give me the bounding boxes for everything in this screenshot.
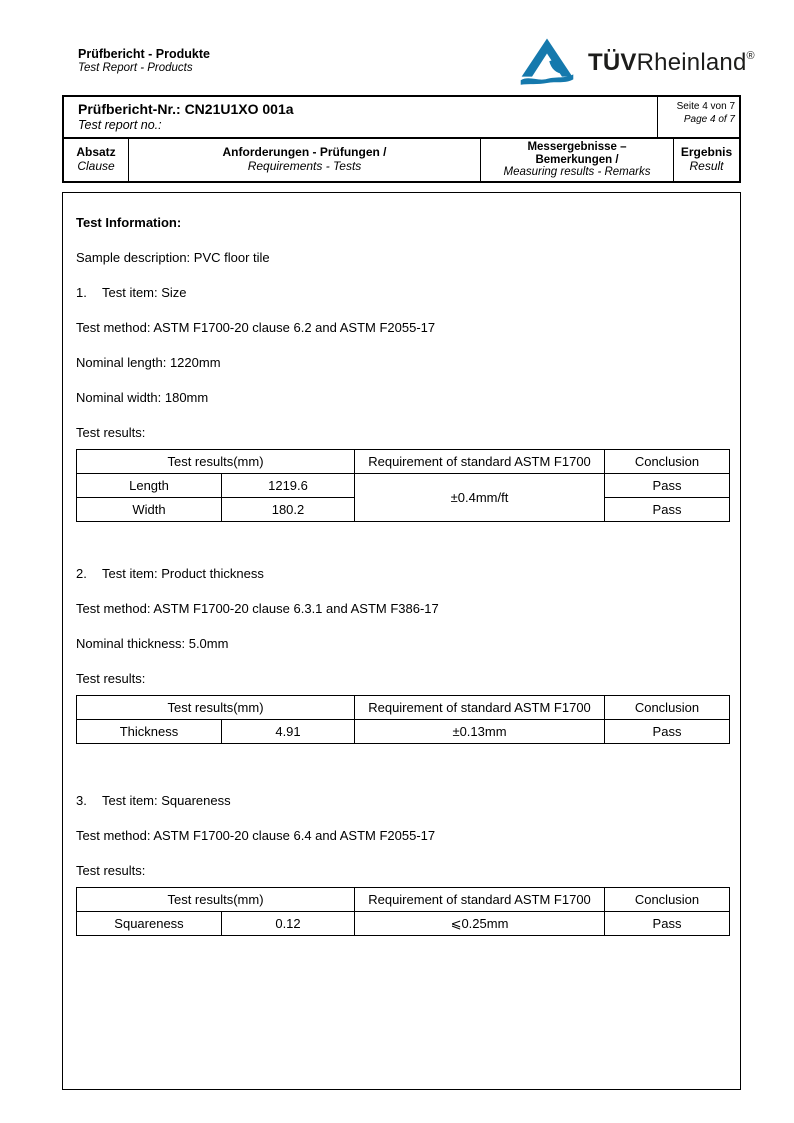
table-header-row [77,450,730,474]
tuv-rheinland-wordmark [588,49,755,77]
section-2-number: 2. [76,566,87,581]
section-3-results-label: Test results: [76,863,146,878]
test-information-box [62,192,741,1090]
section-1-results-label: Test results: [76,425,146,440]
row-value: 180.2 [222,498,355,522]
table-header-row [77,888,730,912]
header-test-results: Test results(mm) [77,888,355,912]
tuv-rheinland-logo [518,36,755,90]
column-measuring-de2: Bemerkungen / [535,153,619,166]
column-measuring-de1: Messergebnisse – [527,140,627,153]
row-value: 1219.6 [222,474,355,498]
column-measuring-en: Measuring results - Remarks [503,166,651,179]
column-clause-en: Clause [77,159,115,173]
table-row [77,474,730,498]
row-conclusion: Pass [605,474,730,498]
header-requirement: Requirement of standard ASTM F1700 [355,696,605,720]
tuv-triangle-wave-icon [518,36,576,90]
row-conclusion: Pass [605,498,730,522]
section-1-number: 1. [76,285,87,300]
table-row [77,912,730,936]
letterhead-title-en: Test Report - Products [78,62,193,74]
row-value: 4.91 [222,720,355,744]
header-test-results: Test results(mm) [77,450,355,474]
row-requirement: ±0.13mm [355,720,605,744]
header-requirement: Requirement of standard ASTM F1700 [355,888,605,912]
section-1-nominal-width: Nominal width: 180mm [76,390,209,405]
registered-trademark-icon: ® [746,50,755,62]
row-name: Squareness [77,912,222,936]
page-number-de: Seite 4 von 7 [676,101,735,112]
row-conclusion: Pass [605,720,730,744]
section-3-title-text: Test item: Squareness [102,793,231,808]
row-name: Thickness [77,720,222,744]
section-2-nominal-thickness: Nominal thickness: 5.0mm [76,636,229,651]
section-3-number: 3. [76,793,87,808]
report-number-row [64,97,739,139]
column-result-de: Ergebnis [680,145,733,160]
row-value: 0.12 [222,912,355,936]
column-requirements [128,139,480,181]
row-requirement: ⩽0.25mm [355,912,605,936]
page-number-cell [657,97,739,137]
section-1-results-table [76,449,730,522]
column-clause [64,139,128,181]
header-test-results: Test results(mm) [77,696,355,720]
table-header-row [77,696,730,720]
section-1-method: Test method: ASTM F1700-20 clause 6.2 and ASTM F2055-17 [76,320,436,335]
column-header-row [64,139,739,181]
section-3-title [76,793,728,808]
header-conclusion: Conclusion [605,888,730,912]
section-3-method: Test method: ASTM F1700-20 clause 6.4 and ASTM F2055-17 [76,828,436,843]
logo-rheinland-text: Rheinland [636,49,747,76]
row-name: Width [77,498,222,522]
test-information-heading: Test Information: [76,215,182,230]
column-measuring-results [480,139,673,181]
section-2-title-text: Test item: Product thickness [102,566,264,581]
header-conclusion: Conclusion [605,450,730,474]
section-2-results-label: Test results: [76,671,146,686]
letterhead [78,47,210,74]
section-2-method: Test method: ASTM F1700-20 clause 6.3.1 and ASTM F386-17 [76,601,439,616]
section-3-results-table [76,887,730,936]
column-result-en: Result [689,159,724,173]
report-number-en: Test report no.: [78,118,162,132]
column-result [673,139,739,181]
column-clause-de: Absatz [76,145,116,160]
section-2-results-table [76,695,730,744]
row-conclusion: Pass [605,912,730,936]
section-1-title [76,285,728,300]
header-requirement: Requirement of standard ASTM F1700 [355,450,605,474]
report-number-de: Prüfbericht-Nr.: CN21U1XO 001a [78,101,294,117]
table-row [77,720,730,744]
page-number-en: Page 4 of 7 [683,113,735,125]
header-conclusion: Conclusion [605,696,730,720]
section-2-title [76,566,728,581]
report-header-table [62,95,741,183]
row-requirement: ±0.4mm/ft [355,474,605,522]
section-1-title-text: Test item: Size [102,285,187,300]
letterhead-title-de: Prüfbericht - Produkte [78,47,210,61]
logo-tuv-text: TÜV [588,49,637,76]
row-name: Length [77,474,222,498]
section-1-nominal-length: Nominal length: 1220mm [76,355,221,370]
report-number-cell [64,97,657,137]
column-requirements-de: Anforderungen - Prüfungen / [222,145,387,160]
sample-description: Sample description: PVC floor tile [76,250,270,265]
column-requirements-en: Requirements - Tests [247,159,362,173]
